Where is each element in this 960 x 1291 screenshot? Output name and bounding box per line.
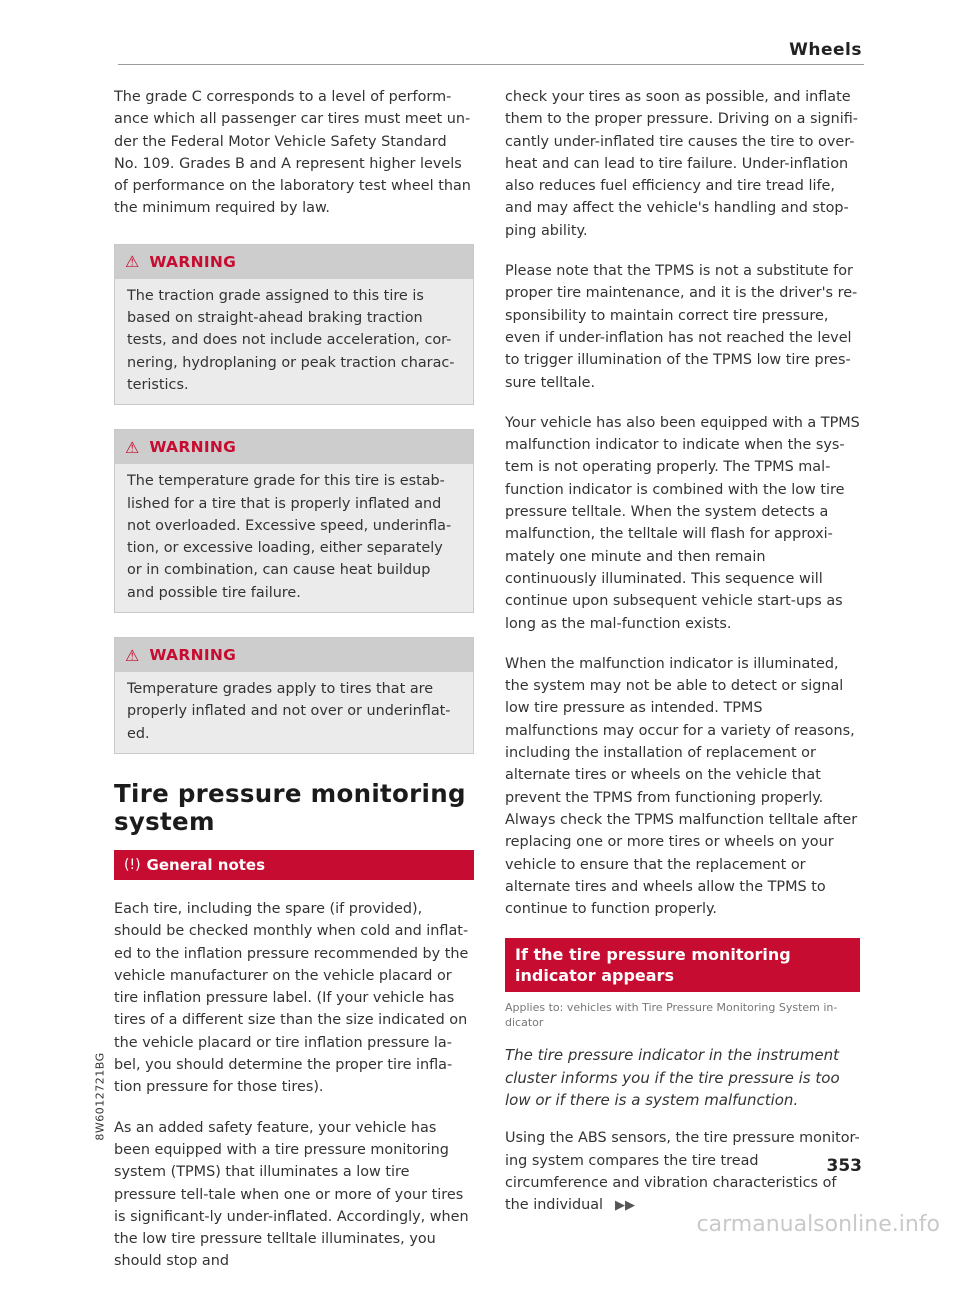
- warning-box: [114, 244, 474, 405]
- warning-label: WARNING: [149, 646, 237, 665]
- warning-label: WARNING: [149, 438, 237, 457]
- subheading-bar: [114, 850, 474, 880]
- warning-label: WARNING: [149, 252, 237, 271]
- continue-arrow-icon: ▶▶: [615, 1198, 636, 1214]
- warning-text: The temperature grade for this tire is estab-lished for a tire that is properly inflated and not overloaded. Excessive speed, underinfla-tion, or excessive loading, either separately or in combination, can cause heat buildup and possible tire failure.: [115, 464, 473, 612]
- left-column: [114, 86, 474, 1291]
- paragraph: Your vehicle has also been equipped with a TPMS malfunction indicator to indicate when the sys-tem is not operating properly. The TPMS mal-function indicator is combined with the low tire pressure telltale. When the system detects a malfunction, the telltale will flash for approxi-mately one minute and then remain continuously illuminated. This sequence will continue upon subsequent vehicle start-ups as long as the mal-function exists.: [505, 414, 860, 632]
- paragraph-text: Using the ABS sensors, the tire pressure monitor-ing system compares the tire tread circumference and vibration characteristics of the individual: [505, 1130, 860, 1214]
- document-code-text: 8W6012721BG: [93, 1052, 107, 1141]
- paragraph: The grade C corresponds to a level of perform-ance which all passenger car tires must meet un-der the Federal Motor Vehicle Safety Standard No. 109. Grades B and A represent higher levels of performance on the laboratory test wheel than the minimum required by law.: [114, 89, 471, 217]
- warning-text: Temperature grades apply to tires that are properly inflated and not over or underinflat-ed.: [115, 672, 473, 753]
- paragraph: [505, 1127, 860, 1217]
- warning-triangle-icon: ⚠: [125, 645, 140, 665]
- subheading-label: General notes: [146, 855, 266, 874]
- watermark: carmanualsonline.info: [696, 1212, 940, 1237]
- warning-box: [114, 429, 474, 613]
- right-column: [505, 86, 860, 1235]
- applies-to-note: Applies to: vehicles with Tire Pressure Monitoring System in-dicator: [505, 1001, 838, 1030]
- warning-triangle-icon: ⚠: [125, 437, 140, 457]
- intro-text: The tire pressure indicator in the instrument cluster informs you if the tire pressure is too low or if there is a system malfunction.: [505, 1046, 840, 1109]
- warning-header: [115, 638, 473, 672]
- document-code: [90, 980, 110, 1220]
- tire-pressure-icon: (!): [124, 856, 141, 873]
- section-heading: Tire pressure monitoring system: [114, 778, 466, 836]
- paragraph: Please note that the TPMS is not a substitute for proper tire maintenance, and it is the driver's re-sponsibility to maintain correct tire pressure, even if under-inflation has not reached the level to trigger illumination of the TPMS low tire pres-sure telltale.: [505, 263, 858, 391]
- warning-text: The traction grade assigned to this tire is based on straight-ahead braking traction tests, and does not include acceleration, cor-nering, hydroplaning or peak traction charac-teristics.: [115, 279, 473, 404]
- page-number: 353: [826, 1156, 862, 1176]
- section-title: Wheels: [789, 40, 862, 60]
- paragraph: When the malfunction indicator is illuminated, the system may not be able to detect or signal low tire pressure as intended. TPMS malfunctions may occur for a variety of reasons, including the installation of replacement or alternate tires or wheels on the vehicle that prevent the TPMS from functioning properly. Always check the TPMS malfunction telltale after replacing one or more tires or wheels on your vehicle to ensure that the replacement or alternate tires and wheels allow the TPMS to continue to function properly.: [505, 655, 858, 918]
- paragraph: check your tires as soon as possible, and inflate them to the proper pressure. Driving on a signifi-cantly under-inflated tire causes the tire to over-heat and can lead to tire failure. Under-inflation also reduces fuel efficiency and tire tread life, and may affect the vehicle's handling and stop-ping ability.: [505, 89, 858, 239]
- warning-box: [114, 637, 474, 754]
- warning-header: [115, 245, 473, 279]
- paragraph: As an added safety feature, your vehicle has been equipped with a tire pressure monitoring system (TPMS) that illuminates a low tire pressure tell-tale when one or more of your tires is significant-ly under-inflated. Accordingly, when the low tire pressure telltale illuminates, you should stop and: [114, 1119, 469, 1270]
- warning-header: [115, 430, 473, 464]
- subsection-heading: If the tire pressure monitoring indicator appears: [505, 938, 860, 992]
- paragraph: Each tire, including the spare (if provided), should be checked monthly when cold and inflat-ed to the inflation pressure recommended by the vehicle manufacturer on the vehicle placard or tire inflation pressure label. (If your vehicle has tires of a different size than the size indicated on the vehicle placard or tire inflation pressure la-bel, you should determine the proper tire infla-tion pressure for those tires).: [114, 900, 469, 1096]
- warning-triangle-icon: ⚠: [125, 252, 140, 272]
- header-rule: [118, 64, 864, 65]
